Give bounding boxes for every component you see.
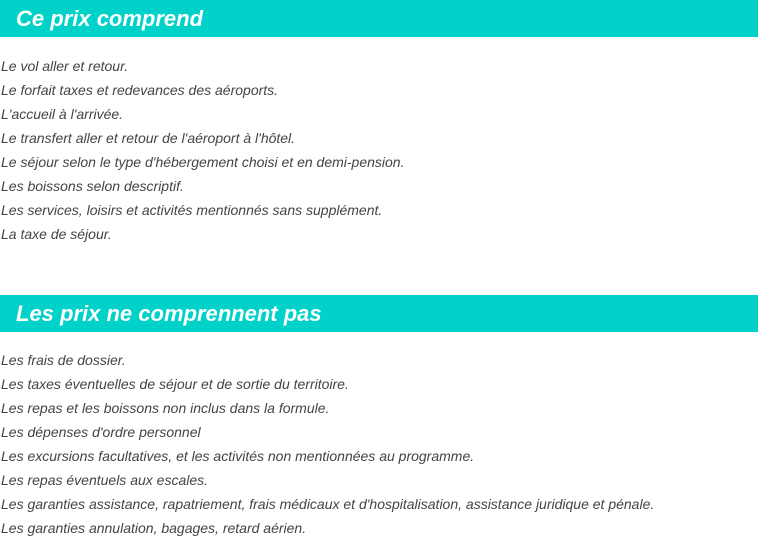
excluded-list — [0, 332, 758, 540]
included-item: Le séjour selon le type d'hébergement choisi et en demi-pension. — [1, 154, 405, 170]
included-item: Les services, loisirs et activités mentionnés sans supplément. — [1, 202, 383, 218]
included-list — [0, 37, 758, 246]
included-section — [0, 0, 758, 246]
excluded-title: Les prix ne comprennent pas — [0, 295, 758, 332]
included-item: L'accueil à l'arrivée. — [1, 106, 124, 122]
included-item: Le forfait taxes et redevances des aéroports. — [1, 82, 279, 98]
excluded-item: Les frais de dossier. — [1, 352, 126, 368]
excluded-item: Les repas et les boissons non inclus dans la formule. — [1, 400, 330, 416]
included-item: Les boissons selon descriptif. — [1, 178, 184, 194]
excluded-item: Les dépenses d'ordre personnel — [1, 424, 201, 440]
included-title: Ce prix comprend — [0, 0, 758, 37]
excluded-section — [0, 295, 758, 540]
excluded-item: Les repas éventuels aux escales. — [1, 472, 209, 488]
excluded-item: Les garanties annulation, bagages, retard aérien. — [1, 520, 307, 536]
excluded-item: Les taxes éventuelles de séjour et de sortie du territoire. — [1, 376, 349, 392]
excluded-item: Les garanties assistance, rapatriement, frais médicaux et d'hospitalisation, assistance juridique et pénale. — [1, 496, 655, 512]
included-item: Le transfert aller et retour de l'aéroport à l'hôtel. — [1, 130, 296, 146]
included-item: Le vol aller et retour. — [1, 58, 129, 74]
excluded-item: Les excursions facultatives, et les activités non mentionnées au programme. — [1, 448, 475, 464]
included-item: La taxe de séjour. — [1, 226, 112, 242]
